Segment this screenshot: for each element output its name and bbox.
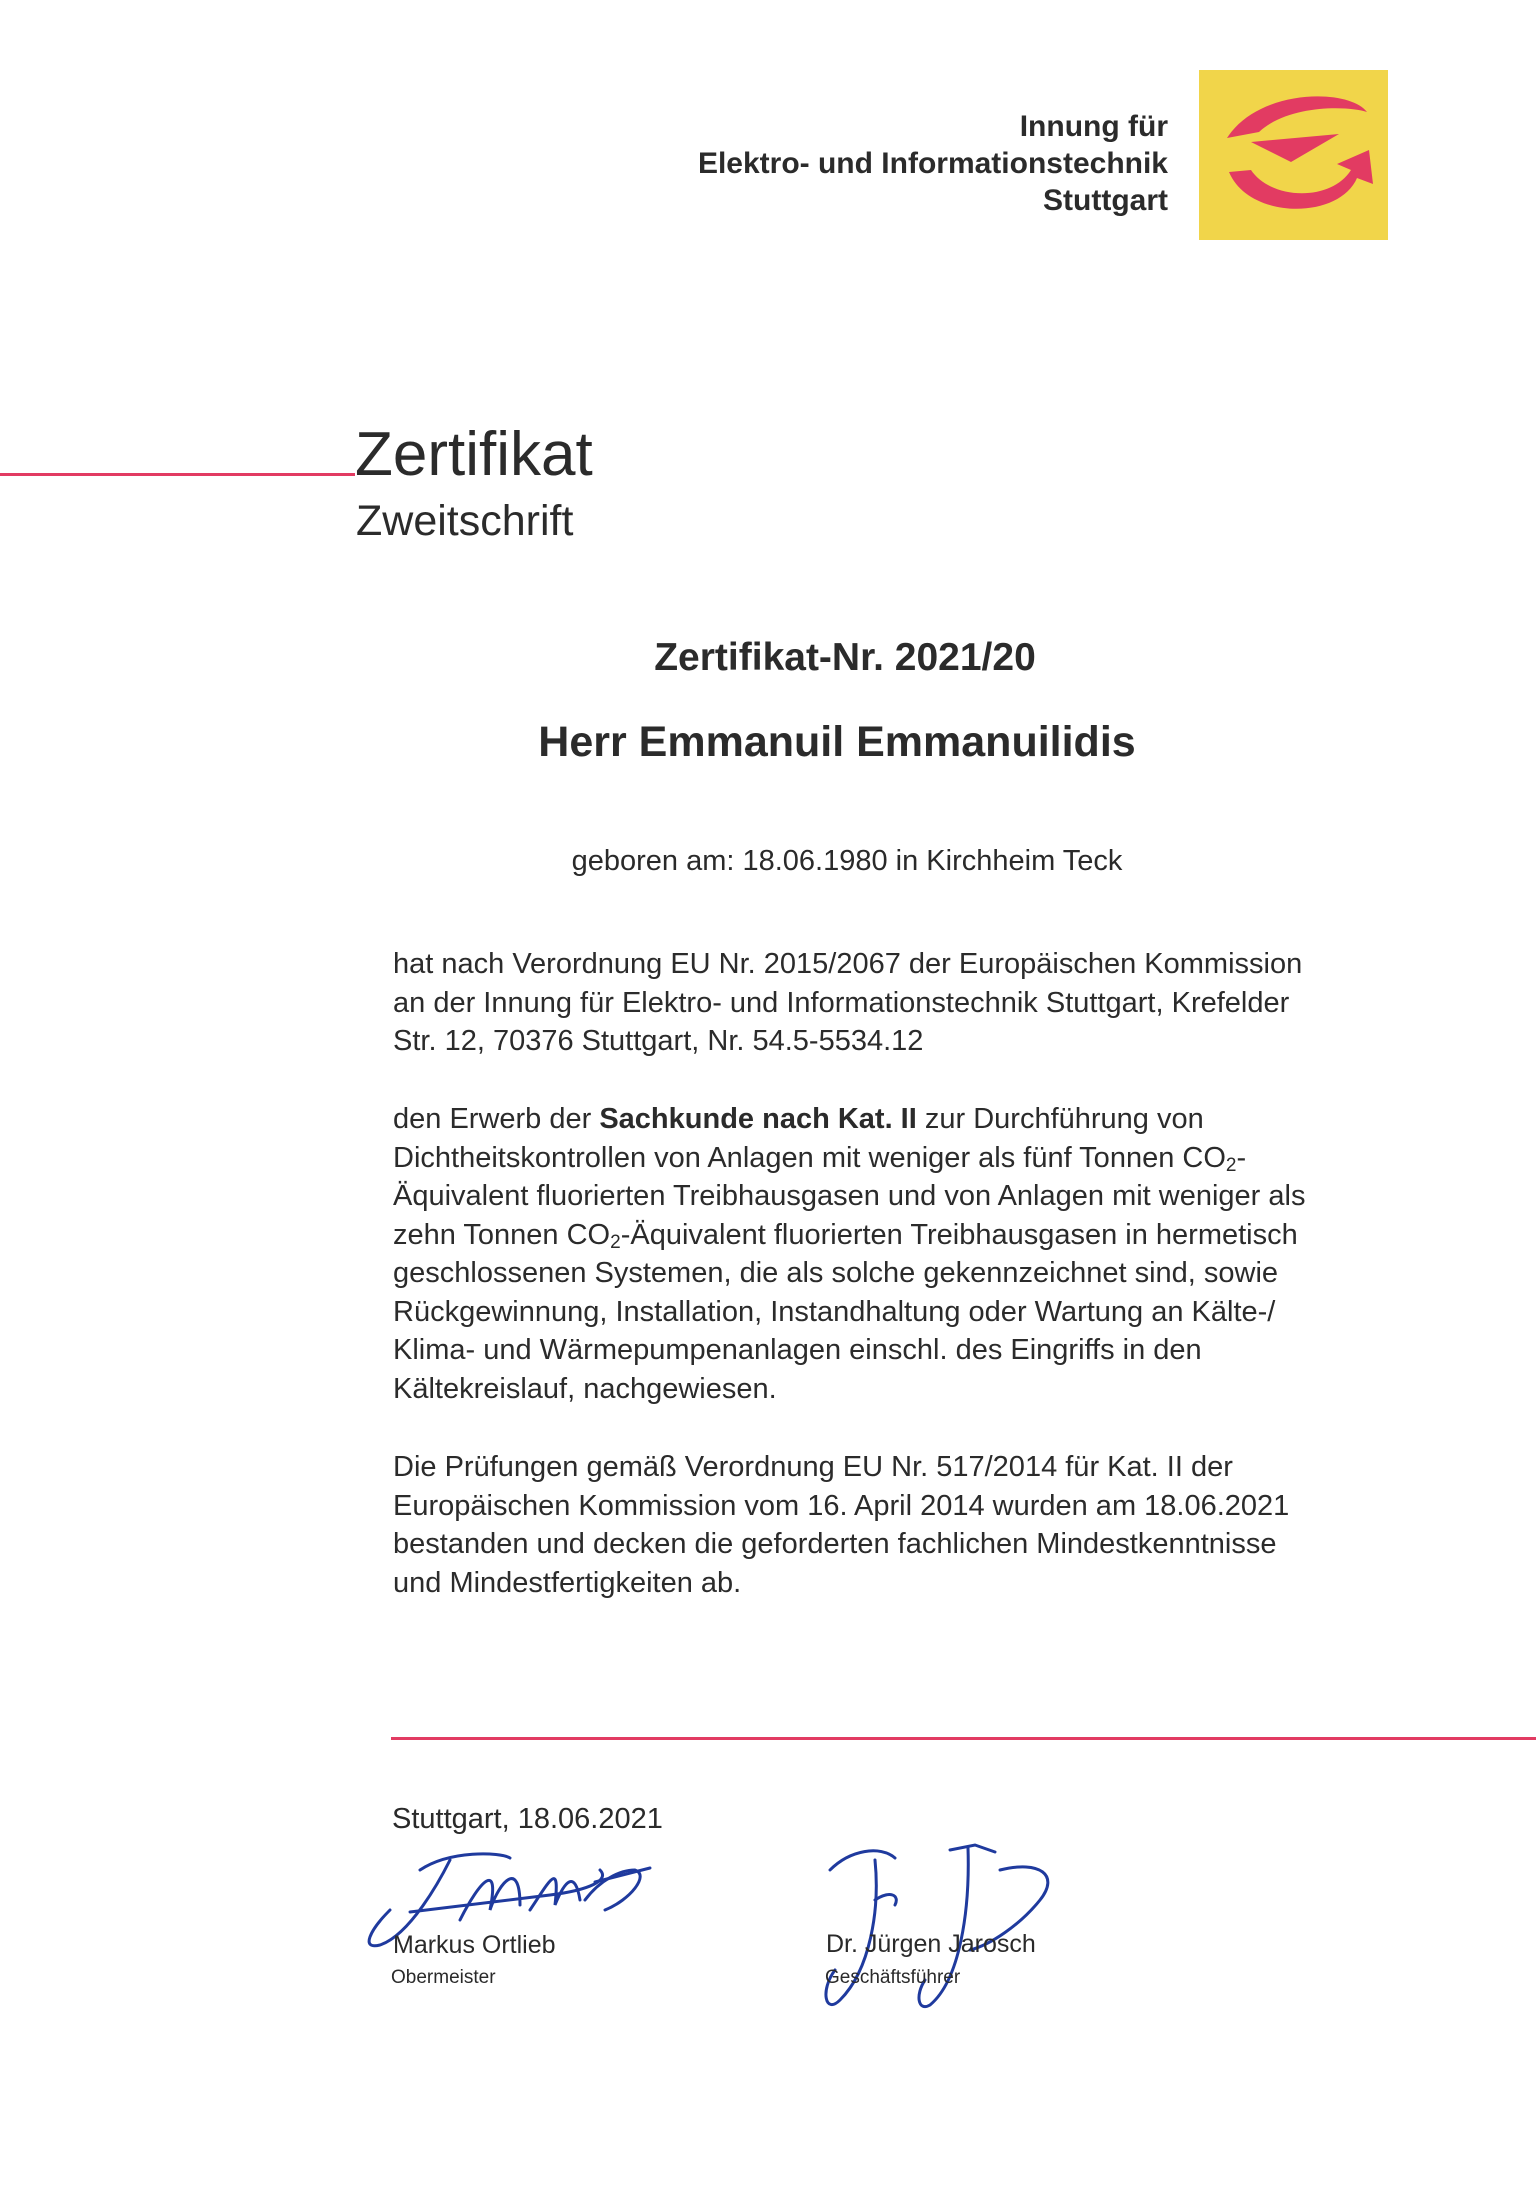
paragraph-line: Kältekreislauf, nachgewiesen. <box>393 1372 777 1405</box>
org-line-2: Elektro- und Informationstechnik <box>697 147 1168 180</box>
organization-name <box>568 108 1168 219</box>
document-subtitle: Zweitschrift <box>356 497 574 545</box>
paragraph-line: an der Innung für Elektro- und Informationstechnik Stuttgart, Krefelder <box>393 986 1290 1019</box>
paragraph-line: hat nach Verordnung EU Nr. 2015/2067 der Europäischen Kommission <box>393 948 1303 980</box>
qualification-category: Sachkunde nach Kat. II <box>599 1103 917 1135</box>
paragraph-line: den Erwerb der Sachkunde nach Kat. II zur Durchführung von <box>393 1103 1204 1135</box>
org-line-3: Stuttgart <box>1043 184 1168 217</box>
e-marke-logo <box>1199 70 1388 240</box>
certificate-number: Zertifikat-Nr. 2021/20 <box>654 636 1036 679</box>
exam-paragraph <box>393 1448 1333 1602</box>
signatory-name: Dr. Jürgen Jarosch <box>826 1930 1036 1958</box>
place-and-date: Stuttgart, 18.06.2021 <box>392 1803 663 1835</box>
signatory-role: Obermeister <box>391 1967 496 1988</box>
paragraph-line: Europäischen Kommission vom 16. April 2014 wurden am 18.06.2021 <box>393 1489 1290 1522</box>
org-line-1: Innung für <box>1019 110 1168 143</box>
paragraph-line: und Mindestfertigkeiten ab. <box>393 1566 742 1599</box>
paragraph-line: bestanden und decken die geforderten fachlichen Mindestkenntnisse <box>393 1528 1277 1560</box>
paragraph-line: Klima- und Wärmepumpenanlagen einschl. des Eingriffs in den <box>393 1334 1202 1366</box>
paragraph-line: Str. 12, 70376 Stuttgart, Nr. 54.5-5534.12 <box>393 1025 924 1057</box>
title-accent-line <box>0 473 355 476</box>
paragraph-line: zehn Tonnen $CO_2$-Äquivalent fluorierten Treibhausgasen in hermetisch <box>393 1218 1298 1253</box>
birth-info: geboren am: 18.06.1980 in Kirchheim Teck <box>571 845 1123 877</box>
signatory-role: Geschäftsführer <box>825 1967 961 1988</box>
paragraph-line: Äquivalent fluorierten Treibhausgasen und von Anlagen mit weniger als <box>393 1180 1306 1212</box>
holder-name: Herr Emmanuil Emmanuilidis <box>538 718 1136 766</box>
paragraph-line: Die Prüfungen gemäß Verordnung EU Nr. 517/2014 für Kat. II der <box>393 1451 1233 1483</box>
e-logo-icon <box>1199 70 1388 240</box>
paragraph-line: geschlossenen Systemen, die als solche gekennzeichnet sind, sowie <box>393 1257 1279 1289</box>
paragraph-line: Rückgewinnung, Installation, Instandhaltung oder Wartung an Kälte-/ <box>393 1295 1276 1328</box>
footer-accent-line <box>391 1737 1536 1740</box>
legal-basis-paragraph <box>393 945 1333 1061</box>
document-title: Zertifikat <box>355 420 593 489</box>
qualification-paragraph <box>393 1100 1333 1408</box>
paragraph-line: Dichtheitskontrollen von Anlagen mit weniger als fünf Tonnen $CO_2-$ <box>393 1141 1247 1176</box>
signatory-name: Markus Ortlieb <box>393 1931 556 1959</box>
